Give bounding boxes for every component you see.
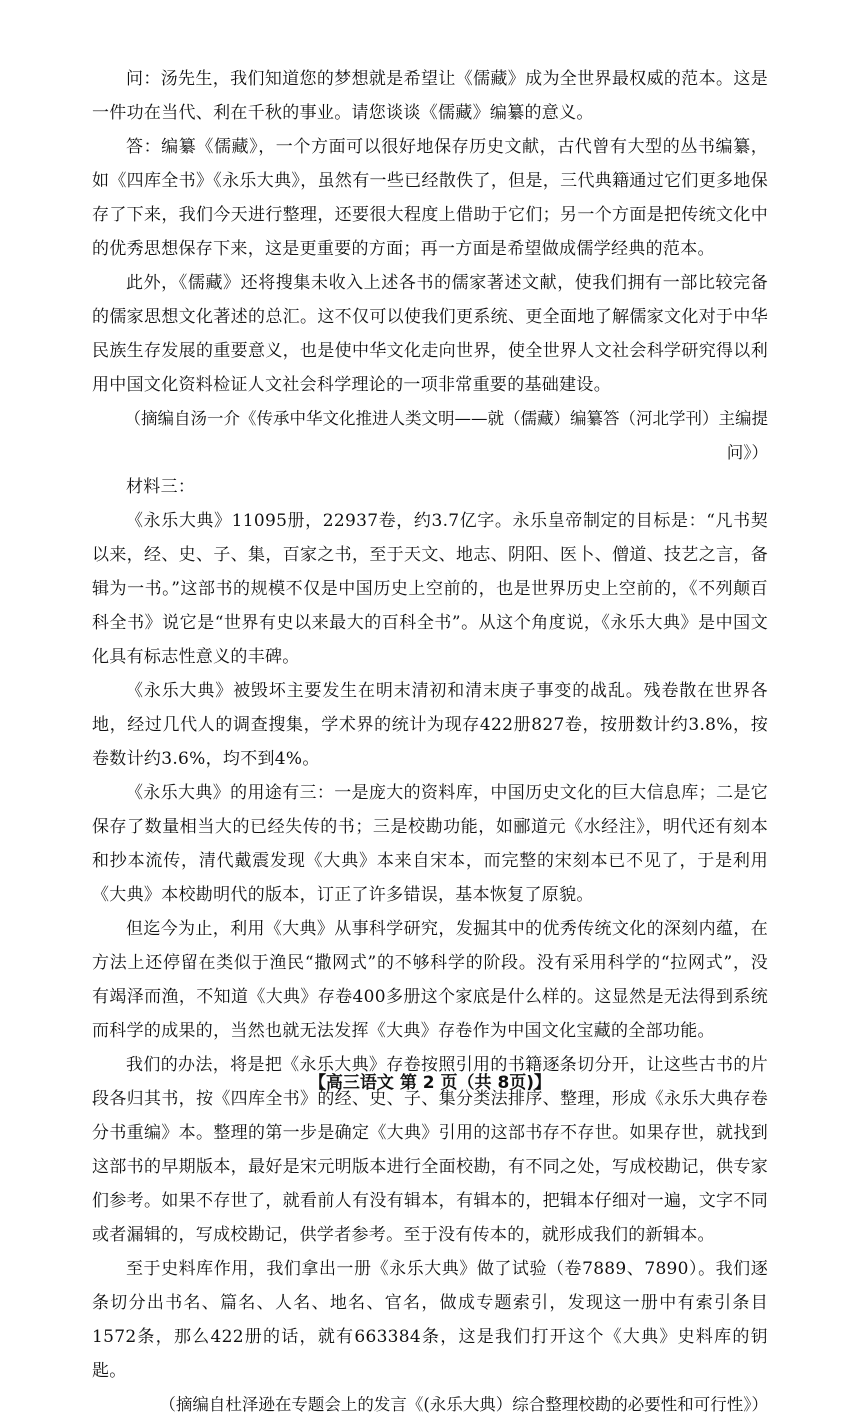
material-paragraph-5: 我们的办法，将是把《永乐大典》存卷按照引用的书籍逐条切分开，让这些古书的片段各归其书，按《四库全书》的经、史、子、集分类法排序、整理，形成《永乐大典存卷分书重编》本。整理的第一步是确定《大典》引用的这部书存不存世。如果存世，就找到这部书的早期版本，最好是宋元明版本进行全面校勘，有不同之处，写成校勘记，供专家们参考。如果不存世了，就看前人有没有辑本，有辑本的，把辑本仔细对一遍，文字不同或者漏辑的，写成校勘记，供学者参考。至于没有传本的，就形成我们的新辑本。 [92,1055,768,1245]
source-citation-2: （摘编自汤一介《传承中华文化推进人类文明——就（儒藏）编纂答（河北学刊）主编提问》） [124,409,768,462]
material-paragraph-6: 至于史料库作用，我们拿出一册《永乐大典》做了试验（卷7889、7890）。我们逐条切分出书名、篇名、人名、地名、官名，做成专题索引，发现这一册中有索引条目1572条，那么422册的话，就有663384条，这是我们打开这个《大典》史料库的钥匙。 [92,1259,768,1381]
material-paragraph-4: 但迄今为止，利用《大典》从事科学研究，发掘其中的优秀传统文化的深刻内蕴，在方法上还停留在类似于渔民“撒网式”的不够科学的阶段。没有采用科学的“拉网式”，没有竭泽而渔，不知道《大典》存卷400多册这个家底是什么样的。这显然是无法得到系统而科学的成果的，当然也就无法发挥《大典》存卷作为中国文化宝藏的全部功能。 [92,919,768,1041]
page-footer: 【高三语文 第 2 页（共 8页)】 [308,1073,552,1093]
answer-paragraph-2: 此外，《儒藏》还将搜集未收入上述各书的儒家著述文献，使我们拥有一部比较完备的儒家思想文化著述的总汇。这不仅可以使我们更系统、更全面地了解儒家文化对于中华民族生存发展的重要意义，也是使中华文化走向世界，使全世界人文社会科学研究得以利用中国文化资料检证人文社会科学理论的一项非常重要的基础建设。 [92,273,768,395]
source-citation-3: （摘编自杜泽逊在专题会上的发言《(永乐大典）综合整理校勘的必要性和可行性》） [159,1395,768,1414]
answer-paragraph-1: 答：编纂《儒藏》，一个方面可以很好地保存历史文献，古代曾有大型的丛书编纂，如《四库全书》《永乐大典》，虽然有一些已经散佚了，但是，三代典籍通过它们更多地保存了下来，我们今天进行整理，还要很大程度上借助于它们；另一个方面是把传统文化中的优秀思想保存下来，这是更重要的方面；再一方面是希望做成儒学经典的范本。 [92,137,768,259]
material-paragraph-2: 《永乐大典》被毁坏主要发生在明末清初和清末庚子事变的战乱。残卷散在世界各地，经过几代人的调查搜集，学术界的统计为现存422册827卷，按册数计约3.8%，按卷数计约3.6%，均不到4%。 [92,681,768,769]
material-paragraph-3: 《永乐大典》的用途有三：一是庞大的资料库，中国历史文化的巨大信息库；二是它保存了数量相当大的已经失传的书；三是校勘功能，如郦道元《水经注》，明代还有刻本和抄本流传，清代戴震发现《大典》本来自宋本，而完整的宋刻本已不见了，于是利用《大典》本校勘明代的版本，订正了许多错误，基本恢复了原貌。 [92,783,768,905]
material-three-label: 材料三： [126,477,196,497]
question-paragraph: 问：汤先生，我们知道您的梦想就是希望让《儒藏》成为全世界最权威的范本。这是一件功在当代、利在千秋的事业。请您谈谈《儒藏》编纂的意义。 [92,69,768,123]
material-paragraph-1: 《永乐大典》11095册，22937卷，约3.7亿字。永乐皇帝制定的目标是：“凡书契以来，经、史、子、集，百家之书，至于天文、地志、阴阳、医卜、僧道、技艺之言，备辑为一书。”这部书的规模不仅是中国历史上空前的，也是世界历史上空前的，《不列颠百科全书》说它是“世界有史以来最大的百科全书”。从这个角度说，《永乐大典》是中国文化具有标志性意义的丰碑。 [92,511,768,667]
